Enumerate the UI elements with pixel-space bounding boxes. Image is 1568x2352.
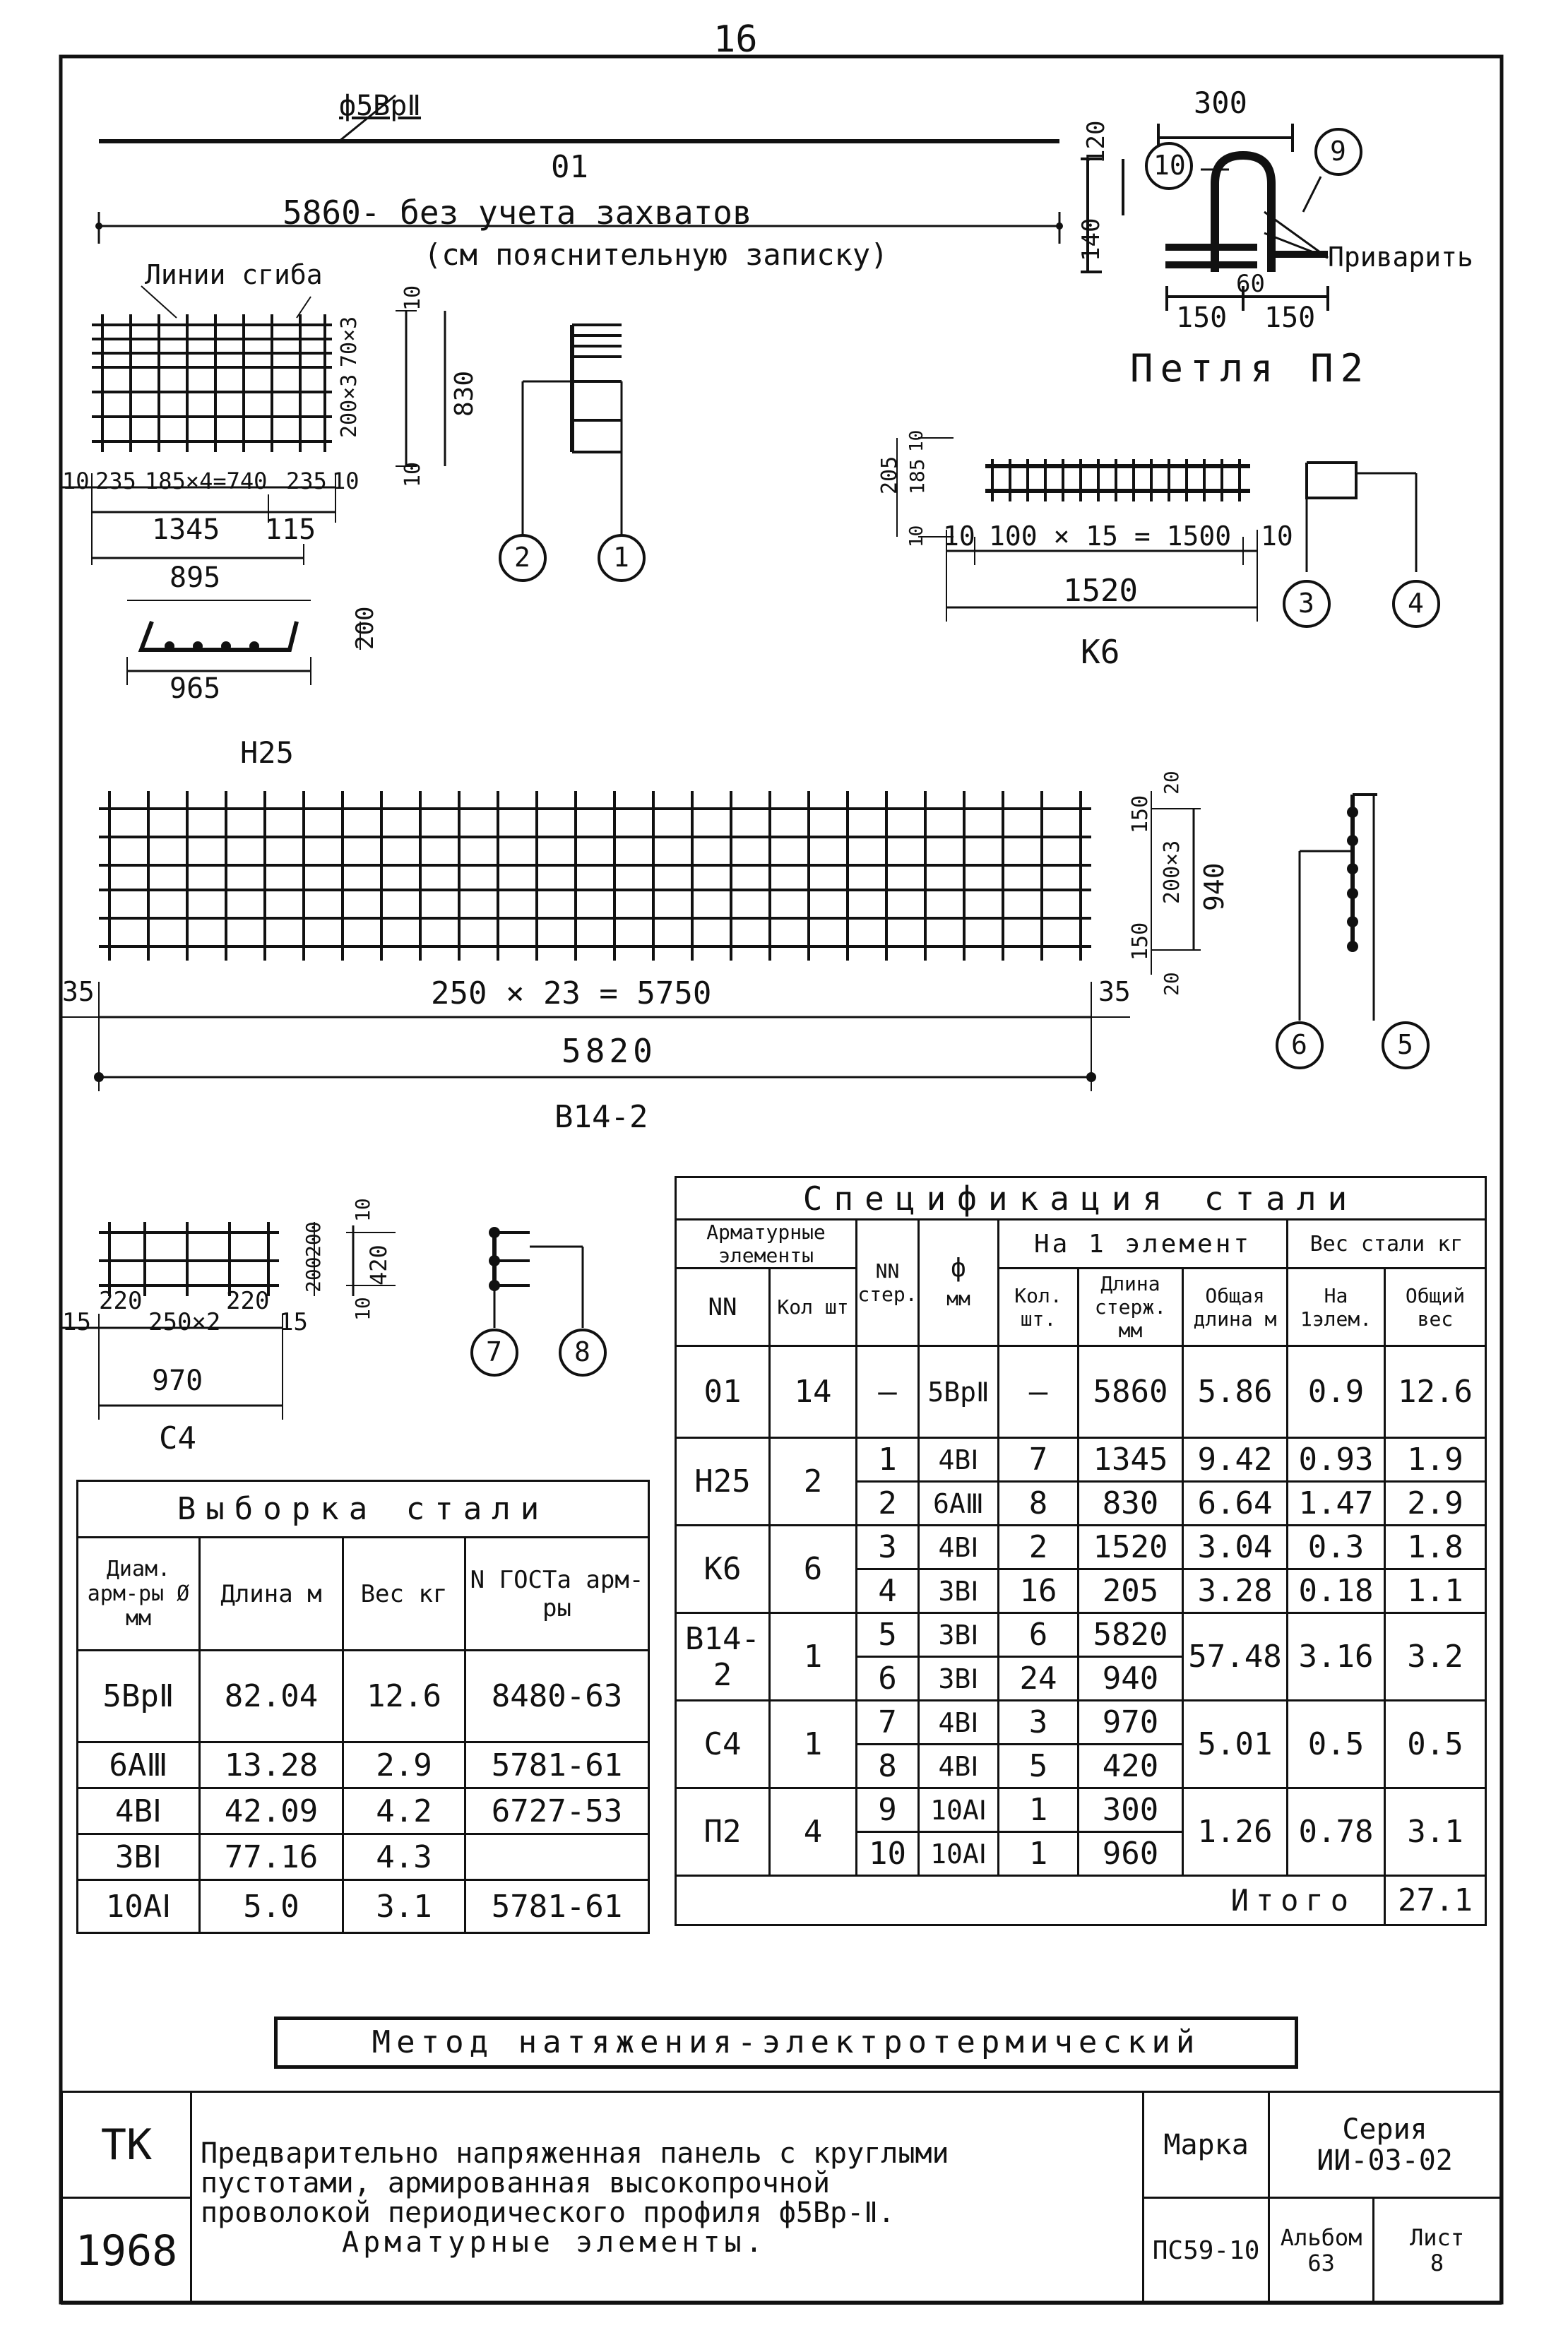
- spec-header-count: Кол. шт.: [999, 1269, 1079, 1346]
- loop-dim-150-left: 150: [1176, 302, 1228, 334]
- c4-dim-15-left: 15: [62, 1308, 91, 1336]
- selection-cell: 10АⅠ: [78, 1880, 200, 1933]
- spec-cell: 0.18: [1288, 1569, 1385, 1613]
- spec-cell: 3ВⅠ: [919, 1613, 999, 1657]
- loop-weld-note: Приварить: [1328, 242, 1473, 273]
- selection-cell: 4ВⅠ: [78, 1788, 200, 1834]
- spec-cell: 0.78: [1288, 1788, 1385, 1876]
- spec-cell: 3.2: [1385, 1613, 1486, 1701]
- spec-cell: 1.8: [1385, 1526, 1486, 1569]
- h25-bend-note: Линии сгиба: [145, 259, 323, 290]
- loop-p2-drawing: [1077, 124, 1328, 311]
- selection-cell: 4.3: [343, 1834, 465, 1880]
- title-block-album: Альбом 63: [1269, 2198, 1374, 2304]
- spec-header-bar-length: Длина стерж. мм: [1079, 1269, 1183, 1346]
- h25-dim-1345: 1345: [152, 513, 220, 546]
- selection-table: [76, 1480, 650, 1934]
- spec-cell: 1: [999, 1832, 1079, 1876]
- spec-cell: 830: [1079, 1482, 1183, 1526]
- spec-cell: 6АⅢ: [919, 1482, 999, 1526]
- spec-cell: 0.93: [1288, 1438, 1385, 1482]
- spec-cell: 5: [999, 1745, 1079, 1788]
- spec-header-elements: Арматурные элементы: [676, 1220, 857, 1269]
- table-row: [676, 1346, 1486, 1438]
- spec-cell: П2: [676, 1788, 770, 1876]
- spec-header-nn: NN: [676, 1269, 770, 1346]
- spec-cell: 3.28: [1183, 1569, 1288, 1613]
- spec-cell: 10АⅠ: [919, 1788, 999, 1832]
- k6-dim-185: 185: [905, 458, 929, 494]
- spec-header-weight-per: На 1элем.: [1288, 1269, 1385, 1346]
- spec-cell: 1.26: [1183, 1788, 1288, 1876]
- selection-header-length: Длина м: [200, 1538, 343, 1651]
- spec-cell: 205: [1079, 1569, 1183, 1613]
- selection-cell: 8480-63: [465, 1651, 649, 1742]
- title-block-series: Серия ИИ-03-02: [1269, 2092, 1501, 2198]
- spec-header-qty: Кол шт: [770, 1269, 857, 1346]
- selection-cell: 3ВⅠ: [78, 1834, 200, 1880]
- spec-cell: 1.9: [1385, 1438, 1486, 1482]
- spec-cell: 2: [857, 1482, 919, 1526]
- loop-callout-9: 9: [1330, 136, 1346, 167]
- spec-cell: 01: [676, 1346, 770, 1438]
- selection-cell: 2.9: [343, 1742, 465, 1788]
- spec-cell: 3: [999, 1701, 1079, 1745]
- spec-cell: 1.47: [1288, 1482, 1385, 1526]
- table-row: [676, 1438, 1486, 1482]
- spec-cell: 0.5: [1385, 1701, 1486, 1788]
- v14-dim-5750: 250 × 23 = 5750: [431, 975, 712, 1011]
- rod-01-length-note-2: (см пояснительную записку): [424, 237, 889, 272]
- spec-cell: 4ВⅠ: [919, 1701, 999, 1745]
- spec-header-phi: ф мм: [919, 1220, 999, 1346]
- spec-header-per-element: На 1 элемент: [999, 1220, 1288, 1269]
- h25-dim-10-right: 10: [332, 468, 360, 494]
- spec-cell: 6: [857, 1657, 919, 1701]
- c4-dim-v-420: 420: [365, 1245, 392, 1285]
- spec-cell: 5ВрⅡ: [919, 1346, 999, 1438]
- spec-total-value: 27.1: [1385, 1876, 1486, 1925]
- h25-dim-v-830: 830: [450, 370, 479, 417]
- selection-cell: 82.04: [200, 1651, 343, 1742]
- title-block-description: Предварительно напряженная панель с круглыми пустотами, армированная высокопрочной проволокой периодического профиля ф5Вр-Ⅱ. Арматурные элементы.: [191, 2092, 1144, 2304]
- spec-cell: 940: [1079, 1657, 1183, 1701]
- selection-cell: 77.16: [200, 1834, 343, 1880]
- spec-total-label: Итого: [676, 1876, 1385, 1925]
- spec-cell: Н25: [676, 1438, 770, 1526]
- h25-dim-235-left: 235: [95, 468, 136, 494]
- loop-dim-150-right: 150: [1264, 302, 1316, 334]
- spec-cell: 7: [999, 1438, 1079, 1482]
- spec-cell: 1: [999, 1788, 1079, 1832]
- v14-dim-v-150-bottom: 150: [1128, 922, 1153, 961]
- mesh-v14-2-drawing: [60, 791, 1377, 1091]
- spec-cell: 3ВⅠ: [919, 1657, 999, 1701]
- c4-dim-220-left: 220: [99, 1287, 143, 1315]
- c4-callout-8: 8: [574, 1336, 590, 1367]
- h25-dim-115: 115: [265, 513, 316, 546]
- h25-dim-v-200x3: 200×3: [337, 374, 362, 438]
- c4-dim-220-right: 220: [226, 1287, 270, 1315]
- spec-cell: 8: [857, 1745, 919, 1788]
- spec-cell: 5: [857, 1613, 919, 1657]
- loop-p2-title: Петля П2: [1130, 346, 1371, 391]
- k6-dim-205: 205: [877, 456, 902, 494]
- selection-header-diameter: Диам. арм-ры Ø мм: [78, 1538, 200, 1651]
- spec-cell: 3.04: [1183, 1526, 1288, 1569]
- v14-dim-v-200x3: 200×3: [1160, 840, 1184, 904]
- spec-cell: 420: [1079, 1745, 1183, 1788]
- k6-dim-10-right: 10: [1261, 521, 1293, 552]
- spec-cell: 4ВⅠ: [919, 1745, 999, 1788]
- spec-cell: 970: [1079, 1701, 1183, 1745]
- v14-total: 5820: [562, 1032, 657, 1070]
- h25-dim-740: 185×4=740: [145, 468, 268, 494]
- spec-cell: 6: [770, 1526, 857, 1613]
- c4-dim-v-10-top: 10: [351, 1198, 374, 1222]
- h25-callout-2: 2: [514, 542, 530, 573]
- spec-cell: 8: [999, 1482, 1079, 1526]
- k6-total: 1520: [1063, 573, 1138, 609]
- c4-dim-15-right: 15: [279, 1308, 308, 1336]
- table-row: [78, 1651, 649, 1742]
- spec-cell: 2.9: [1385, 1482, 1486, 1526]
- rod-01-mark: 01: [551, 149, 588, 185]
- spec-cell: 2: [770, 1438, 857, 1526]
- spec-cell: 4: [857, 1569, 919, 1613]
- spec-cell: 300: [1079, 1788, 1183, 1832]
- c4-dim-v-200-bottom: 200: [302, 1257, 325, 1293]
- loop-dim-300: 300: [1194, 85, 1247, 120]
- k6-dim-10-top: 10: [906, 429, 927, 452]
- spec-header-weight-total: Общий вес: [1385, 1269, 1486, 1346]
- spec-cell: 5820: [1079, 1613, 1183, 1657]
- loop-dim-140: 140: [1077, 218, 1105, 261]
- spec-cell: 57.48: [1183, 1613, 1288, 1701]
- v14-title: В14-2: [554, 1099, 648, 1135]
- spec-title: Спецификация стали: [676, 1177, 1486, 1220]
- k6-dim-10-bottom: 10: [906, 525, 927, 547]
- title-block-year: 1968: [62, 2198, 191, 2304]
- title-block-org: ТК: [62, 2092, 191, 2198]
- spec-cell: 0.9: [1288, 1346, 1385, 1438]
- spec-cell: 3.1: [1385, 1788, 1486, 1876]
- selection-cell: 5.0: [200, 1880, 343, 1933]
- table-row: [78, 1880, 649, 1933]
- selection-cell: 42.09: [200, 1788, 343, 1834]
- spec-cell: 24: [999, 1657, 1079, 1701]
- k6-callout-3: 3: [1298, 588, 1314, 619]
- spec-cell: 5860: [1079, 1346, 1183, 1438]
- selection-cell: 6АⅢ: [78, 1742, 200, 1788]
- k6-dim-1500: 100 × 15 = 1500: [989, 521, 1232, 552]
- c4-dim-v-200-top: 200: [302, 1221, 325, 1257]
- k6-callout-4: 4: [1408, 588, 1424, 619]
- selection-cell: 5ВрⅡ: [78, 1651, 200, 1742]
- c4-total: 970: [152, 1365, 203, 1397]
- table-row: [676, 1701, 1486, 1745]
- h25-callout-1: 1: [613, 542, 629, 573]
- h25-dim-235-right: 235: [286, 468, 327, 494]
- title-block-mark-label: Марка: [1144, 2092, 1269, 2198]
- c4-callout-7: 7: [486, 1336, 502, 1367]
- spec-cell: —: [999, 1346, 1079, 1438]
- selection-header-weight: Вес кг: [343, 1538, 465, 1651]
- spec-cell: 3: [857, 1526, 919, 1569]
- rod-01-diameter: ф5ВрⅡ: [339, 90, 422, 122]
- table-row: [78, 1742, 649, 1788]
- spec-cell: 10: [857, 1832, 919, 1876]
- spec-cell: 0.5: [1288, 1701, 1385, 1788]
- v14-dim-v-150-top: 150: [1128, 795, 1153, 833]
- selection-cell: [465, 1834, 649, 1880]
- title-block-sheet: Лист 8: [1374, 2198, 1501, 2304]
- v14-callout-5: 5: [1397, 1029, 1413, 1060]
- spec-cell: С4: [676, 1701, 770, 1788]
- spec-cell: 9: [857, 1788, 919, 1832]
- selection-cell: 13.28: [200, 1742, 343, 1788]
- title-block-mark-value: ПС59-10: [1144, 2198, 1269, 2304]
- table-row: [676, 1526, 1486, 1569]
- k6-title: К6: [1081, 633, 1120, 671]
- h25-dim-10-left: 10: [62, 468, 90, 494]
- c4-dim-v-10-bottom: 10: [351, 1297, 374, 1321]
- selection-cell: 5781-61: [465, 1880, 649, 1933]
- v14-dim-v-940: 940: [1199, 862, 1230, 911]
- h25-dim-v-70x3: 70×3: [337, 316, 362, 367]
- page-number: 16: [713, 18, 758, 61]
- loop-callout-10: 10: [1153, 150, 1186, 181]
- table-row: [78, 1788, 649, 1834]
- spec-cell: В14-2: [676, 1613, 770, 1701]
- spec-header-weight: Вес стали кг: [1288, 1220, 1486, 1269]
- spec-cell: 16: [999, 1569, 1079, 1613]
- spec-cell: 5.86: [1183, 1346, 1288, 1438]
- loop-dim-120: 120: [1082, 120, 1110, 164]
- spec-cell: 9.42: [1183, 1438, 1288, 1482]
- rod-01-length-note: 5860- без учета захватов: [283, 194, 752, 232]
- spec-total-row: [676, 1876, 1486, 1925]
- v14-dim-35-left: 35: [62, 976, 95, 1007]
- v14-callout-6: 6: [1291, 1029, 1307, 1060]
- table-row: [676, 1613, 1486, 1657]
- selection-cell: 3.1: [343, 1880, 465, 1933]
- spec-cell: 10АⅠ: [919, 1832, 999, 1876]
- table-row: [676, 1788, 1486, 1832]
- spec-cell: 1.1: [1385, 1569, 1486, 1613]
- spec-cell: 1: [770, 1701, 857, 1788]
- spec-cell: 1520: [1079, 1526, 1183, 1569]
- spec-cell: К6: [676, 1526, 770, 1613]
- spec-cell: 3ВⅠ: [919, 1569, 999, 1613]
- spec-cell: 6.64: [1183, 1482, 1288, 1526]
- selection-cell: 12.6: [343, 1651, 465, 1742]
- selection-cell: 6727-53: [465, 1788, 649, 1834]
- spec-cell: 4ВⅠ: [919, 1438, 999, 1482]
- spec-cell: 5.01: [1183, 1701, 1288, 1788]
- h25-title: Н25: [240, 735, 294, 770]
- spec-cell: 0.3: [1288, 1526, 1385, 1569]
- spec-cell: 2: [999, 1526, 1079, 1569]
- title-block: [61, 2091, 1502, 2305]
- spec-cell: 1: [857, 1438, 919, 1482]
- h25-dim-v-10-bottom: 10: [400, 461, 425, 487]
- h25-profile-base: 965: [170, 672, 221, 705]
- spec-cell: 1345: [1079, 1438, 1183, 1482]
- loop-dim-60: 60: [1236, 270, 1265, 298]
- spec-cell: 1: [770, 1613, 857, 1701]
- spec-cell: 4: [770, 1788, 857, 1876]
- spec-cell: 12.6: [1385, 1346, 1486, 1438]
- h25-profile-width: 895: [170, 562, 221, 594]
- spec-header-total-length: Общая длина м: [1183, 1269, 1288, 1346]
- h25-dim-v-10-top: 10: [400, 285, 425, 311]
- spec-cell: 4ВⅠ: [919, 1526, 999, 1569]
- selection-header-gost: N ГОСТа арм-ры: [465, 1538, 649, 1651]
- selection-cell: 5781-61: [465, 1742, 649, 1788]
- v14-dim-35-right: 35: [1098, 976, 1131, 1007]
- method-note: Метод натяжения-электротермический: [274, 2017, 1298, 2069]
- c4-dim-250x2: 250×2: [148, 1308, 221, 1336]
- spec-cell: 6: [999, 1613, 1079, 1657]
- table-row: [78, 1834, 649, 1880]
- spec-cell: 7: [857, 1701, 919, 1745]
- v14-dim-v-20-top: 20: [1160, 771, 1183, 795]
- selection-title: Выборка стали: [78, 1481, 649, 1538]
- spec-cell: 14: [770, 1346, 857, 1438]
- specification-table: [675, 1176, 1487, 1926]
- v14-dim-v-20-bottom: 20: [1160, 972, 1183, 996]
- spec-header-nn-bar: NN стер.: [857, 1220, 919, 1346]
- spec-cell: 3.16: [1288, 1613, 1385, 1701]
- c4-title: С4: [159, 1420, 196, 1456]
- spec-cell: —: [857, 1346, 919, 1438]
- k6-dim-10-left: 10: [943, 521, 975, 552]
- selection-cell: 4.2: [343, 1788, 465, 1834]
- spec-cell: 960: [1079, 1832, 1183, 1876]
- h25-profile-height: 200: [351, 606, 379, 650]
